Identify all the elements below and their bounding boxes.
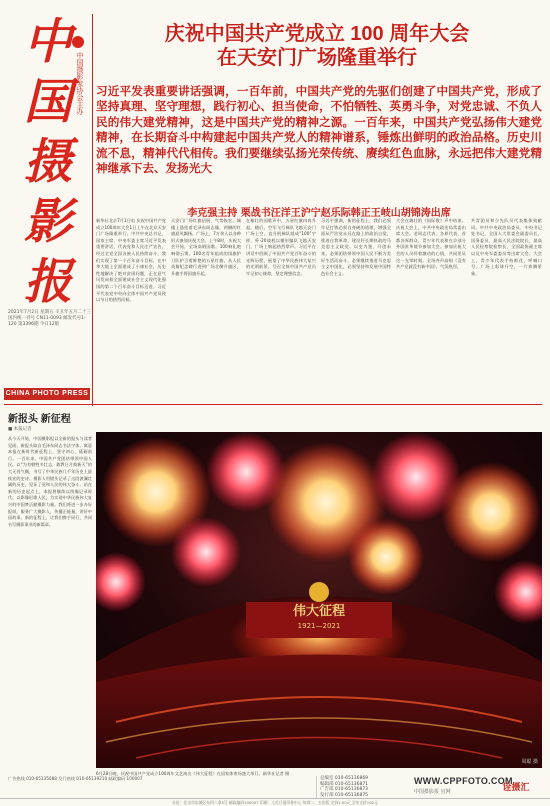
masthead-char: 中 [23,14,72,70]
headline-line-1: 庆祝中国共产党成立 100 周年大会 [164,23,470,45]
footer-box-line: 编辑部 010-65136871 [320,781,369,787]
byline: 李克强主持 栗战书汪洋王沪宁赵乐际韩正王岐山胡锦涛出席 [187,208,451,219]
deck-text: 习近平发表重要讲话强调，一百年前，中国共产党的先驱们创建了中国共产党，形成了坚持真理、坚守理想，践行初心、担当使命，不怕牺牲、英勇斗争，对党忠诚、不负人民的伟大建党精神，这是中国共产党的精神之源。一百年来，中国共产党弘扬伟大建党精神，在长期奋斗中构建起中国共产党人的精神谱系，锤炼出鲜明的政治品格。历史川流不息，精神代代相传。我们要继续弘扬光荣传统、赓续红色血脉，永远把伟大建党精神继承下去、发扬光大 [96,84,542,176]
masthead-char: 摄 [23,134,72,190]
photo-caption: 6月28日晚，庆祝中国共产党成立100周年文艺演出《伟大征程》在国家体育场盛大举行。新华社记者 摄 [96,771,290,776]
publisher-vertical-text: 中国摄影家协会主办 [76,52,84,115]
english-name-bar: CHINA PHOTO PRESS [4,388,90,400]
masthead [4,10,92,382]
footer-box-line: 广告部 010-65136873 [320,787,369,792]
headline-line-2: 在天安门广场隆重举行 [217,47,417,69]
article-column: 大会在雄壮的《国际歌》声中结束。庆祝大会上，中共中央政治局常委出席大会。老同志代表、各界代表、首都各界群众、青少年代表和在京部分外国驻华使节参加大会。参加庆祝大会的人员怀着激动的心情，共同见证这一光荣时刻。全场齐声高唱《没有共产党就没有新中国》，气氛热烈。 [396,218,466,270]
article-column: 共青团员和少先队员代表集体致献词。中共中央政治局委员、中央书记处书记，全国人大常委会副委员长，国务委员，最高人民法院院长，最高人民检察院检察长，全国政协副主席以及中央军委委员等出席大会。大会上，青少年代表手持鲜花，呼喊口号，广场上彩球升空，一片欢腾景象。 [471,218,542,276]
section-text: 从今天开始，中国摄影报以全新的报头与读者见面。新报头取自毛泽东同志书法字体，寓意本报在新时代新征程上，坚守初心，砥砺前行。一百年来，中国共产党团结带领中国人民，以“为有牺牲多壮志，敢教日月换新天”的大无畏气概，书写了中华民族几千年历史上最恢宏的史诗。摄影人用镜头记录了这段波澜壮阔的历史，见证了党和人民的伟大奋斗。站在新的历史起点上，本报将继续以图像记录时代，以影像讴歌人民，为实现中华民族伟大复兴的中国梦贡献摄影力量。我们将进一步办好报纸，服务广大摄影人，传播正能量，讲好中国故事。新的征程上，让我们携手同行，共同书写摄影事业的新篇章。 [8,436,92,527]
emblem-icon [72,36,84,48]
masthead-char: 国 [23,74,72,130]
footer-box-line: 总编室 010-65136869 [320,776,369,781]
vertical-divider [92,14,93,406]
article-column: 天安门广场红旗招展、气势恢宏。城楼上悬挂着毛泽东同志像，两侧的红旗迎风飘扬。广场上，7万余人以各种形式参加庆祝大会。上午8时，庆祝大会开始，全场高唱国歌。100响礼炮响彻云霄。100名青年组成的国旗护卫队护卫着鲜艳的五星红旗，从人民英雄纪念碑行进到广场北侧升旗区，升旗手将国旗升起。 [171,218,241,276]
masthead-char: 影 [23,194,72,250]
footer-contact-box [316,776,410,798]
website-subtitle: 中国摄影报 官网 [414,789,451,795]
article-column: 新华社北京7月1日电 庆祝中国共产党成立100周年大会1日上午在北京天安门广场隆重举行。中共中央总书记、国家主席、中央军委主席习近平发表重要讲话，代表党和人民庄严宣告，经过全党全国各族人民持续奋斗，我们实现了第一个百年奋斗目标，在中华大地上全面建成了小康社会，历史性地解决了绝对贫困问题，正在意气风发向着全面建成社会主义现代化强国的第二个百年奋斗目标迈进。习近平代表党中央向全体中国共产党员致以节日的热烈问候。 [96,218,166,303]
article-column: 在雄壮的国歌声中，五星红旗冉冉升起。随后，空军飞行梯队飞越天安门广场上空。直升机梯队组成“100”字样，歼-20战机以楔形编队飞越天安门，广场上响起热烈掌声。习近平在讲话中回顾了中国共产党百年奋斗的光辉历程，展望了中华民族伟大复兴的光明前景，号召全体中国共产党员牢记初心使命，坚定理想信念。 [246,218,316,276]
headline [92,22,542,70]
stage-banner: 伟大征程 [292,604,345,619]
masthead-char: 报 [23,254,72,310]
main-photo [96,432,542,768]
footer-box-line: 发行部 010-65136875 [320,792,369,798]
brand-logo: 诠摄汇 [502,783,530,793]
photo-credit: 周聪 摄 [521,759,538,765]
issue-info: 2021年7月2日 星期五 辛丑年五月二十三 国内统一刊号 CN11-0093 邮发代号1-120 第3396期 今日12版 [8,310,92,327]
section-byline: ■ 本报记者 [8,427,32,432]
article-column: 习近平强调，新的征程上，我们必须牢记打铁必须自身硬的道理，增强全面从严治党永远在路上的政治自觉，推进自我革命，建设好长期执政的马克思主义政党。以史为鉴、开创未来，必须团结带领中国人民不断为美好生活而奋斗，必须继续推进马克思主义中国化，必须坚持和发展中国特色社会主义。 [321,218,391,276]
fireworks-stage-illustration [96,432,542,768]
stage-years: 1921—2021 [297,622,341,630]
website-link[interactable]: WWW.CPPFOTO.COM [414,776,513,786]
imprint-strip: 社址：北京市东城区东四八条5号 邮政编码100007 印刷：人民日报印务中心 每周二、五出版 定价2.00元 全年定价192元 [0,798,550,806]
section-title: 新报头 新征程 [8,414,71,425]
footer-contact: 广告热线 010-65135088 发行热线 010-65139210 邮政编码 100007 [8,776,143,781]
